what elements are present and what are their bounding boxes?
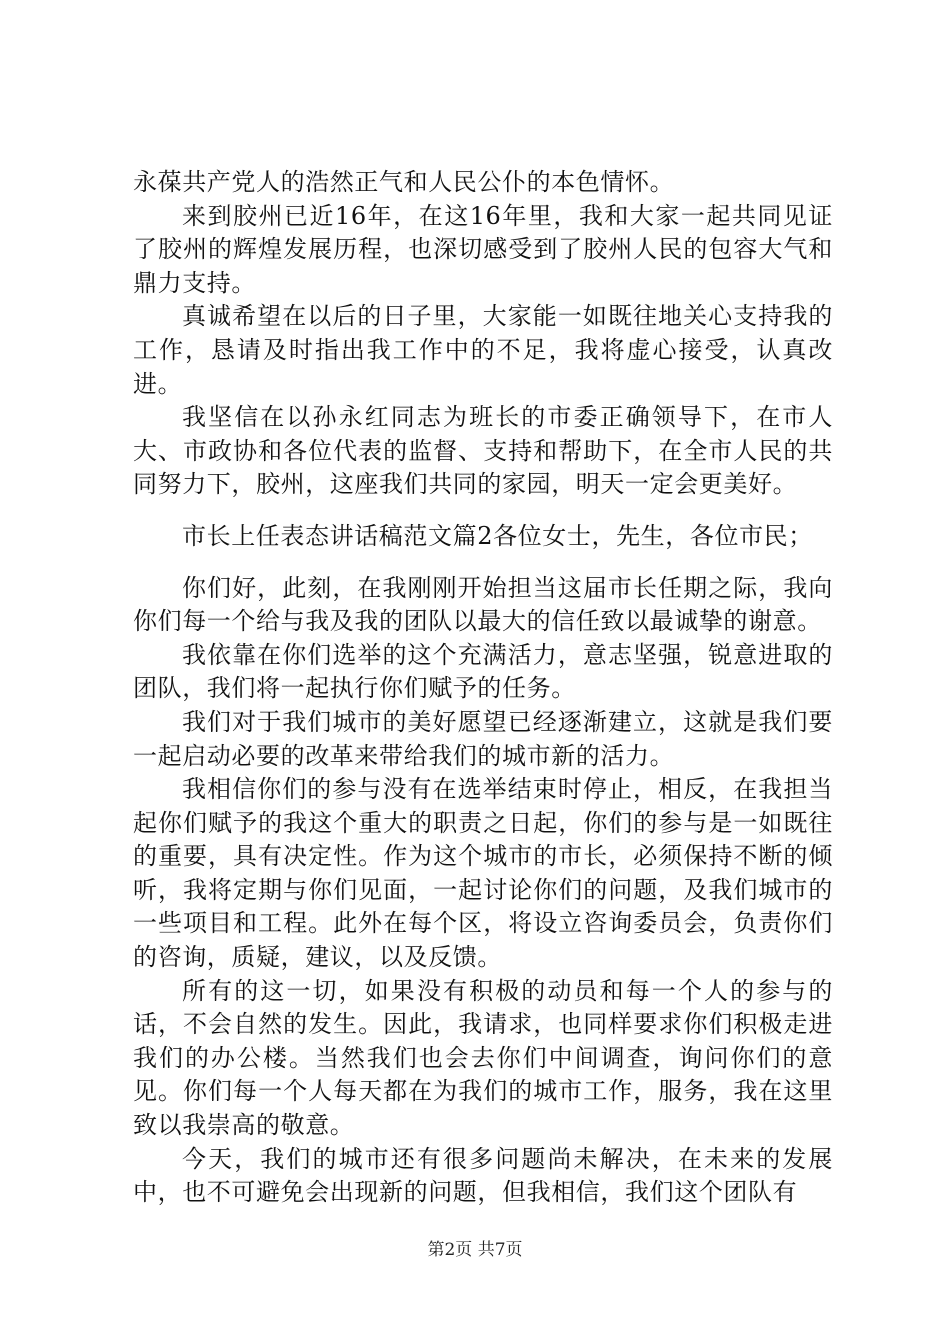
paragraph: 真诚希望在以后的日子里，大家能一如既往地关心支持我的工作，恳请及时指出我工作中的不足，我将虚心接受，认真改进。 (133, 302, 833, 398)
paragraph: 我依靠在你们选举的这个充满活力，意志坚强，锐意进取的团队，我们将一起执行你们赋予的任务。 (133, 640, 833, 703)
paragraph: 我们对于我们城市的美好愿望已经逐渐建立，这就是我们要一起启动必要的改革来带给我们的城市新的活力。 (133, 707, 833, 770)
document-body (133, 166, 833, 1210)
paragraph-continuation: 永葆共产党人的浩然正气和人民公仆的本色情怀。 (133, 168, 675, 196)
section-heading: 市长上任表态讲话稿范文篇2各位女士，先生，各位市民； (182, 521, 813, 550)
paragraph: 我相信你们的参与没有在选举结束时停止，相反，在我担当起你们赋予的我这个重大的职责之日起，你们的参与是一如既往的重要，具有决定性。作为这个城市的市长，必须保持不断的倾听，我将定期与你们见面，一起讨论你们的问题，及我们城市的一些项目和工程。此外在每个区，将设立咨询委员会，负责你们的咨询，质疑，建议，以及反馈。 (133, 775, 833, 972)
paragraph: 你们好，此刻，在我刚刚开始担当这届市长任期之际，我向你们每一个给与我及我的团队以最大的信任致以最诚挚的谢意。 (133, 573, 833, 636)
paragraph: 我坚信在以孙永红同志为班长的市委正确领导下，在市人大、市政协和各位代表的监督、支持和帮助下，在全市人民的共同努力下，胶州，这座我们共同的家园，明天一定会更美好。 (133, 403, 833, 499)
paragraph: 今天，我们的城市还有很多问题尚未解决，在未来的发展中，也不可避免会出现新的问题，但我相信，我们这个团队有 (133, 1144, 833, 1207)
page-number-footer: 第2页 共7页 (427, 1240, 523, 1260)
paragraph: 来到胶州已近16年，在这16年里，我和大家一起共同见证了胶州的辉煌发展历程，也深切感受到了胶州人民的包容大气和鼎力支持。 (133, 201, 833, 297)
paragraph: 所有的这一切，如果没有积极的动员和每一个人的参与的话，不会自然的发生。因此，我请求，也同样要求你们积极走进我们的办公楼。当然我们也会去你们中间调查，询问你们的意见。你们每一个人每天都在为我们的城市工作，服务，我在这里致以我崇高的敬意。 (133, 976, 833, 1140)
